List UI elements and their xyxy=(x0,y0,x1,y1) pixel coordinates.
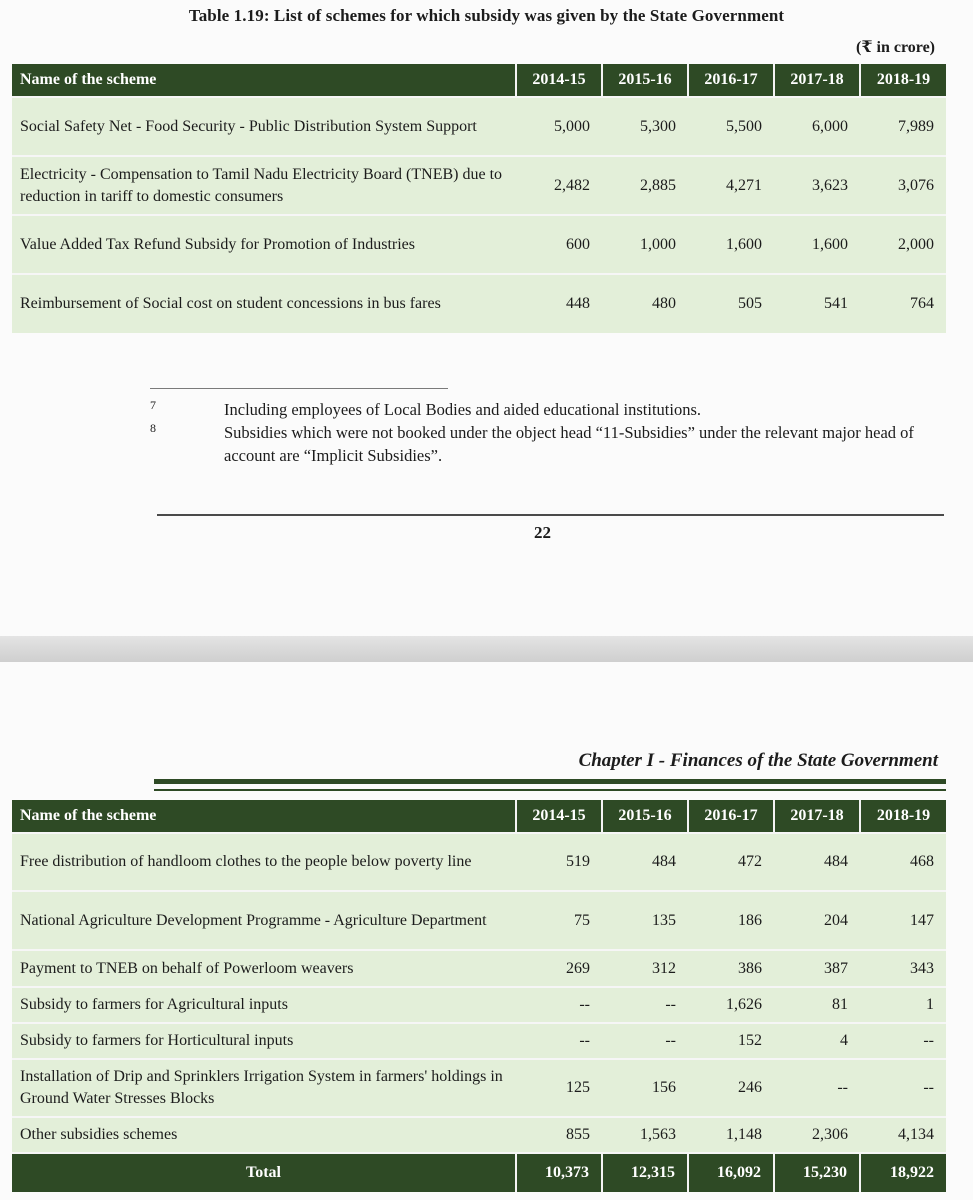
amount-cell: 312 xyxy=(602,950,688,987)
subsidy-table-part2 xyxy=(12,800,946,1192)
table-header-row xyxy=(12,64,946,97)
amount-cell: 152 xyxy=(688,1023,774,1059)
amount-cell: 204 xyxy=(774,891,860,950)
footnote-number: 8 xyxy=(150,421,156,435)
scheme-name: Value Added Tax Refund Subsidy for Promotion of Industries xyxy=(12,215,516,274)
amount-cell: 600 xyxy=(516,215,602,274)
amount-cell: 1,148 xyxy=(688,1117,774,1153)
footnote-number: 7 xyxy=(150,398,156,412)
amount-cell: 541 xyxy=(774,274,860,333)
header-year: 2015-16 xyxy=(602,64,688,97)
amount-cell: 448 xyxy=(516,274,602,333)
amount-cell: 6,000 xyxy=(774,97,860,156)
scheme-name: Other subsidies schemes xyxy=(12,1117,516,1153)
amount-cell: 147 xyxy=(860,891,946,950)
header-year: 2014-15 xyxy=(516,64,602,97)
amount-cell: 2,000 xyxy=(860,215,946,274)
amount-cell: -- xyxy=(516,1023,602,1059)
amount-cell: 1,600 xyxy=(774,215,860,274)
amount-cell: 5,500 xyxy=(688,97,774,156)
header-year: 2016-17 xyxy=(688,800,774,833)
page-number: 22 xyxy=(534,523,551,542)
page-23 xyxy=(0,662,973,1200)
header-year: 2015-16 xyxy=(602,800,688,833)
total-amount-cell: 15,230 xyxy=(774,1153,860,1192)
amount-cell: 4 xyxy=(774,1023,860,1059)
amount-cell: 484 xyxy=(602,833,688,891)
header-year: 2016-17 xyxy=(688,64,774,97)
amount-cell: 2,885 xyxy=(602,156,688,215)
scheme-name: Social Safety Net - Food Security - Public Distribution System Support xyxy=(12,97,516,156)
scheme-name: Free distribution of handloom clothes to the people below poverty line xyxy=(12,833,516,891)
table-row xyxy=(12,97,946,156)
amount-cell: 468 xyxy=(860,833,946,891)
amount-cell: 1,000 xyxy=(602,215,688,274)
amount-cell: 5,000 xyxy=(516,97,602,156)
amount-cell: 269 xyxy=(516,950,602,987)
amount-cell: 156 xyxy=(602,1059,688,1117)
scheme-name: Reimbursement of Social cost on student concessions in bus fares xyxy=(12,274,516,333)
amount-cell: 2,482 xyxy=(516,156,602,215)
amount-cell: 519 xyxy=(516,833,602,891)
header-year: 2018-19 xyxy=(860,64,946,97)
amount-cell: 3,076 xyxy=(860,156,946,215)
amount-cell: 764 xyxy=(860,274,946,333)
amount-cell: -- xyxy=(860,1059,946,1117)
amount-cell: 1,626 xyxy=(688,987,774,1023)
total-amount-cell: 10,373 xyxy=(516,1153,602,1192)
scheme-name: Payment to TNEB on behalf of Powerloom weavers xyxy=(12,950,516,987)
amount-cell: 2,306 xyxy=(774,1117,860,1153)
amount-cell: 125 xyxy=(516,1059,602,1117)
table-row xyxy=(12,891,946,950)
header-year: 2014-15 xyxy=(516,800,602,833)
header-year: 2018-19 xyxy=(860,800,946,833)
header-year: 2017-18 xyxy=(774,800,860,833)
amount-cell: 386 xyxy=(688,950,774,987)
amount-cell: 135 xyxy=(602,891,688,950)
amount-cell: 3,623 xyxy=(774,156,860,215)
amount-cell: 505 xyxy=(688,274,774,333)
amount-cell: -- xyxy=(602,987,688,1023)
total-amount-cell: 12,315 xyxy=(602,1153,688,1192)
scheme-name: National Agriculture Development Programme - Agriculture Department xyxy=(12,891,516,950)
amount-cell: 855 xyxy=(516,1117,602,1153)
page-separator xyxy=(0,636,973,662)
amount-cell: 7,989 xyxy=(860,97,946,156)
amount-cell: -- xyxy=(774,1059,860,1117)
footnote-divider xyxy=(150,388,448,389)
amount-cell: 4,134 xyxy=(860,1117,946,1153)
amount-cell: 186 xyxy=(688,891,774,950)
amount-cell: 387 xyxy=(774,950,860,987)
amount-cell: 480 xyxy=(602,274,688,333)
table-row xyxy=(12,156,946,215)
header-rule xyxy=(154,789,946,791)
table-row xyxy=(12,1117,946,1153)
page-footer-rule xyxy=(157,514,944,516)
unit-label: (₹ in crore) xyxy=(856,39,935,56)
amount-cell: -- xyxy=(516,987,602,1023)
amount-cell: 343 xyxy=(860,950,946,987)
total-row xyxy=(12,1153,946,1192)
amount-cell: 75 xyxy=(516,891,602,950)
table-row xyxy=(12,987,946,1023)
amount-cell: -- xyxy=(602,1023,688,1059)
table-row xyxy=(12,950,946,987)
total-amount-cell: 18,922 xyxy=(860,1153,946,1192)
scheme-name: Electricity - Compensation to Tamil Nadu Electricity Board (TNEB) due to reduction in tariff to domestic consumers xyxy=(12,156,516,215)
chapter-header: Chapter I - Finances of the State Government xyxy=(578,750,938,771)
footnote-text: Subsidies which were not booked under the object head “11-Subsidies” under the relevant major head of account are “Implicit Subsidies”. xyxy=(224,423,914,465)
header-year: 2017-18 xyxy=(774,64,860,97)
table-row xyxy=(12,833,946,891)
header-scheme-name: Name of the scheme xyxy=(12,800,516,833)
header-rule xyxy=(154,779,946,784)
table-header-row xyxy=(12,800,946,833)
table-row xyxy=(12,215,946,274)
amount-cell: 1,600 xyxy=(688,215,774,274)
total-label: Total xyxy=(12,1153,516,1192)
amount-cell: 1 xyxy=(860,987,946,1023)
table-row xyxy=(12,1059,946,1117)
amount-cell: 81 xyxy=(774,987,860,1023)
table-title: Table 1.19: List of schemes for which subsidy was given by the State Government xyxy=(188,6,785,25)
amount-cell: 246 xyxy=(688,1059,774,1117)
amount-cell: 472 xyxy=(688,833,774,891)
table-row xyxy=(12,1023,946,1059)
scheme-name: Installation of Drip and Sprinklers Irrigation System in farmers' holdings in Ground Water Stresses Blocks xyxy=(12,1059,516,1117)
amount-cell: 484 xyxy=(774,833,860,891)
footnote-text: Including employees of Local Bodies and aided educational institutions. xyxy=(224,400,702,419)
total-amount-cell: 16,092 xyxy=(688,1153,774,1192)
amount-cell: 1,563 xyxy=(602,1117,688,1153)
subsidy-table-part1 xyxy=(12,64,946,333)
scheme-name: Subsidy to farmers for Agricultural inputs xyxy=(12,987,516,1023)
amount-cell: 4,271 xyxy=(688,156,774,215)
scheme-name: Subsidy to farmers for Horticultural inputs xyxy=(12,1023,516,1059)
header-scheme-name: Name of the scheme xyxy=(12,64,516,97)
amount-cell: -- xyxy=(860,1023,946,1059)
amount-cell: 5,300 xyxy=(602,97,688,156)
table-row xyxy=(12,274,946,333)
